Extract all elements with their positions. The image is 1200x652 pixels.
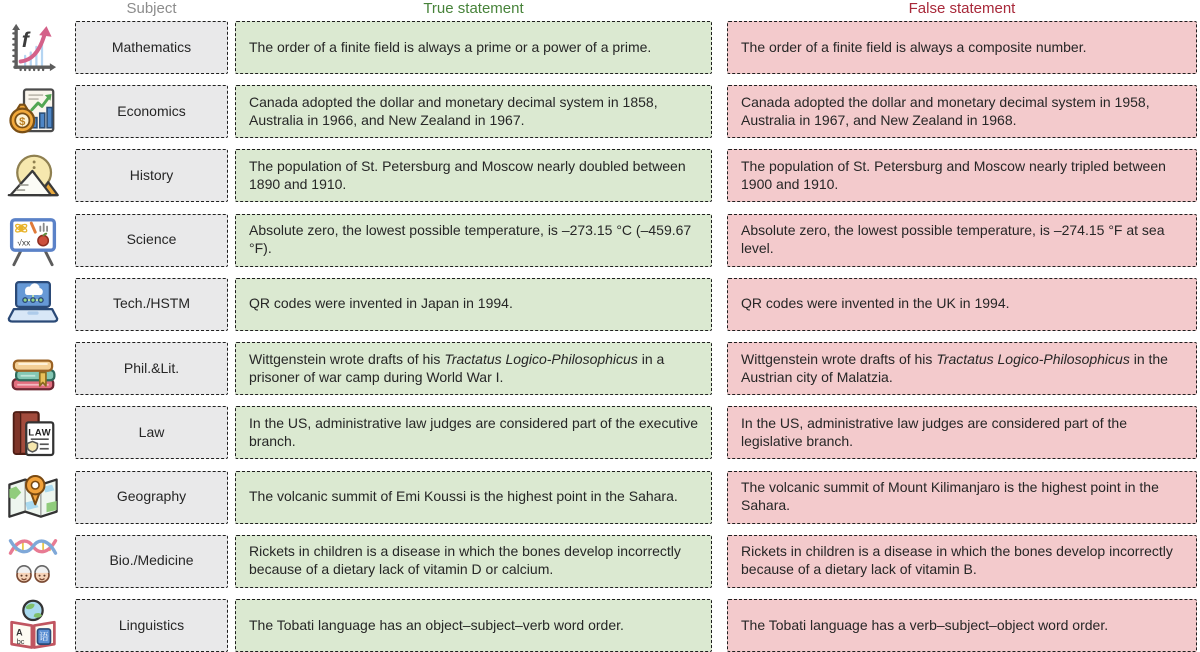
dna-people-icon <box>6 534 60 588</box>
true-statement-cell <box>235 214 712 267</box>
table-row <box>0 214 1200 267</box>
subject-label: Science <box>126 231 177 248</box>
science-board-icon <box>6 213 60 267</box>
column-header-false-statement: False statement <box>908 0 1016 17</box>
money-bag-chart-icon <box>6 85 60 139</box>
true-statement-text: The order of a finite field is always a prime or a power of a prime. <box>249 38 652 55</box>
false-statement-text: Canada adopted the dollar and monetary decimal system in 1958, Australia in 1967, and New Zealand in 1968. <box>741 93 1150 128</box>
subject-icon-cell <box>0 214 66 267</box>
subject-cell <box>75 149 228 202</box>
false-statement-text: Absolute zero, the lowest possible temperature, is –274.15 °F at sea level. <box>741 222 1165 257</box>
subject-icon-cell <box>0 85 66 138</box>
subject-cell <box>75 21 228 74</box>
true-statement-text: Canada adopted the dollar and monetary decimal system in 1858, Australia in 1966, and New Zealand in 1967. <box>249 93 658 128</box>
subject-cell <box>75 342 228 395</box>
subject-label: History <box>129 166 174 183</box>
function-graph-icon <box>5 21 61 75</box>
book-stack-icon <box>6 342 60 396</box>
subject-label: Bio./Medicine <box>109 552 194 569</box>
subject-icon-cell <box>0 471 66 524</box>
subject-label: Economics <box>117 102 186 119</box>
false-statement-text: The volcanic summit of Mount Kilimanjaro is the highest point in the Sahara. <box>741 479 1159 514</box>
true-statement-cell <box>235 535 712 588</box>
subject-icon-cell <box>0 278 66 331</box>
true-statement-text: The volcanic summit of Emi Koussi is the highest point in the Sahara. <box>249 488 678 505</box>
true-statement-cell <box>235 278 712 331</box>
column-header-true-statement: True statement <box>423 0 524 17</box>
true-statement-text: Wittgenstein wrote drafts of his Tractatus Logico-Philosophicus in a prisoner of war camp during World War I. <box>249 350 665 385</box>
subject-icon-cell <box>0 21 66 74</box>
f-glyph: f <box>21 27 29 52</box>
table-row <box>0 535 1200 588</box>
true-statement-cell <box>235 85 712 138</box>
subject-label: Tech./HSTM <box>112 295 190 312</box>
false-statement-text: The Tobati language has a verb–subject–object word order. <box>741 616 1109 633</box>
true-statement-cell <box>235 21 712 74</box>
false-statement-cell <box>727 599 1197 652</box>
cjk-glyph: 语 <box>39 632 49 644</box>
true-statement-cell <box>235 599 712 652</box>
table-row <box>0 21 1200 74</box>
table-row <box>0 342 1200 395</box>
subject-label: Law <box>138 423 165 440</box>
law-book-icon <box>6 406 60 460</box>
true-statement-text: QR codes were invented in Japan in 1994. <box>249 295 513 312</box>
table-row <box>0 599 1200 652</box>
false-statement-text: Wittgenstein wrote drafts of his Tractatus Logico-Philosophicus in the Austrian city of Malatzia. <box>741 350 1168 385</box>
dollar-glyph: $ <box>19 115 26 128</box>
table-body <box>0 21 1200 652</box>
subject-cell <box>75 535 228 588</box>
true-statement-cell <box>235 471 712 524</box>
law-glyph: LAW <box>28 427 52 439</box>
subject-label: Geography <box>116 488 187 505</box>
subject-cell <box>75 214 228 267</box>
subject-label: Mathematics <box>111 38 192 55</box>
true-statement-cell <box>235 406 712 459</box>
subject-cell <box>75 406 228 459</box>
false-statement-cell <box>727 342 1197 395</box>
false-statement-cell <box>727 21 1197 74</box>
table-row <box>0 149 1200 202</box>
column-header-subject: Subject <box>126 0 177 17</box>
false-statement-cell <box>727 535 1197 588</box>
table-row <box>0 471 1200 524</box>
language-book-icon <box>6 598 60 652</box>
false-statement-cell <box>727 214 1197 267</box>
false-statement-cell <box>727 278 1197 331</box>
subject-cell <box>75 85 228 138</box>
subject-icon-cell <box>0 149 66 202</box>
subject-label: Phil.&Lit. <box>123 359 180 376</box>
true-statement-cell <box>235 342 712 395</box>
false-statement-cell <box>727 471 1197 524</box>
table-row <box>0 85 1200 138</box>
formula-glyph: √xx <box>17 237 31 248</box>
table-row <box>0 406 1200 459</box>
table-row <box>0 278 1200 331</box>
true-statement-text: Absolute zero, the lowest possible temperature, is –273.15 °C (–459.67 °F). <box>249 222 692 257</box>
true-statement-text: Rickets in children is a disease in which the bones develop incorrectly because of a dietary lack of vitamin D or calcium. <box>249 543 681 578</box>
true-statement-text: The Tobati language has an object–subject–verb word order. <box>249 616 624 633</box>
subject-label: Linguistics <box>118 616 185 633</box>
subject-cell <box>75 599 228 652</box>
false-statement-cell <box>727 85 1197 138</box>
true-statement-cell <box>235 149 712 202</box>
letter-a-glyph: A <box>16 628 23 639</box>
subject-cell <box>75 278 228 331</box>
subject-icon-cell <box>0 599 66 652</box>
subject-icon-cell <box>0 406 66 459</box>
letters-bc-glyph: bc <box>16 637 25 647</box>
subject-icon-cell <box>0 535 66 588</box>
false-statement-text: The order of a finite field is always a composite number. <box>741 38 1087 55</box>
false-statement-text: In the US, administrative law judges are considered part of the legislative branch. <box>741 414 1127 449</box>
subject-icon-cell <box>0 342 66 395</box>
false-statement-text: Rickets in children is a disease in which the bones develop incorrectly because of a dietary lack of vitamin B. <box>741 543 1173 578</box>
true-statement-text: In the US, administrative law judges are considered part of the executive branch. <box>249 414 699 449</box>
subject-cell <box>75 471 228 524</box>
pyramids-sun-icon <box>6 149 60 203</box>
map-pin-icon <box>6 470 60 524</box>
laptop-cloud-icon <box>6 277 60 331</box>
true-statement-text: The population of St. Petersburg and Moscow nearly doubled between 1890 and 1910. <box>249 158 686 192</box>
false-statement-cell <box>727 406 1197 459</box>
false-statement-text: QR codes were invented in the UK in 1994. <box>741 295 1010 312</box>
false-statement-cell <box>727 149 1197 202</box>
false-statement-text: The population of St. Petersburg and Moscow nearly tripled between 1900 and 1910. <box>741 158 1166 192</box>
